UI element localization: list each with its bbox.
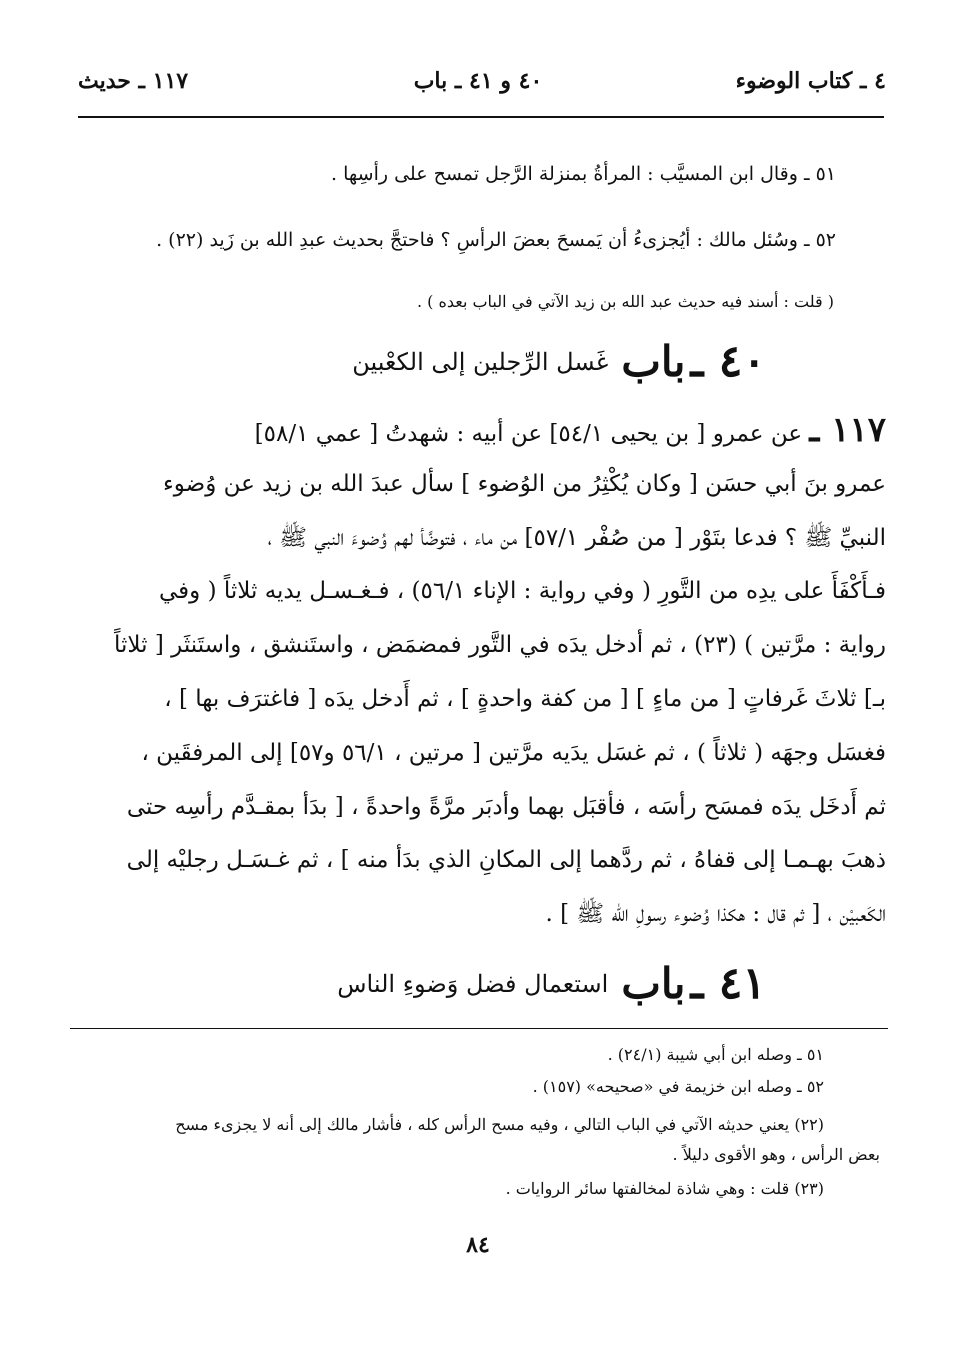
- bab-40-word: باب: [621, 337, 686, 386]
- hadith-117: [76, 404, 886, 942]
- bab-41-title: استعمال فضل وَضوءِ الناس: [337, 969, 609, 998]
- page-number: ٨٤: [466, 1232, 490, 1258]
- bab-40-number: ٤٠ ـ: [690, 336, 766, 387]
- bab-40-title: غَسل الرِّجلين إلى الكعْبين: [352, 347, 609, 376]
- athar-52: ٥٢ ـ وسُئل مالك : أيُجزىءُ أن يَمسحَ بعضَ الرأسِ ؟ فاحتجَّ بحديث عبدِ الله بن زَيد (٢٢) .: [156, 229, 836, 251]
- hadith-line: [76, 404, 886, 458]
- hadith-line: فغسَل وجهَه ( ثلاثاً ) ، ثم غسَل يدَيه مرَّتين [ مرتين ، ٥٦/١ و٥٧] إلى المرفقَين ،: [141, 739, 886, 766]
- running-header-hadith: ١١٧ ـ حديث: [78, 68, 189, 94]
- footnote-51: ٥١ ـ وصله ابن أبي شيبة (٢٤/١) .: [607, 1045, 824, 1064]
- bab-40-heading: [80, 336, 766, 396]
- footnote-52: ٥٢ ـ وصله ابن خزيمة في «صحيحه» (١٥٧) .: [532, 1077, 824, 1096]
- hadith-line-text: عن عمرو [ بن يحيى ٥٤/١] عن أبيه : شهدتُ [ عمي ٥٨/١]: [254, 421, 803, 447]
- hadith-line: ذهبَ بهـمـا إلى قفاهُ ، ثم ردَّهما إلى المكانِ الذي بدَأ منه ] ، ثم غـسَـل رجليْه إلى: [126, 847, 886, 874]
- hadith-line: الكَعبيْن ، [ ثم قال : هكذا وُضوء رسولِ الله ﷺ ] .: [545, 901, 886, 928]
- hadith-line: فـأَكْفَأَ على يدِه من التَّورِ ( وفي رواية : الإناء ٥٦/١) ، فـغـسـل يديه ثلاثاً ( وفي: [158, 578, 886, 605]
- footnote-rule: [70, 1028, 888, 1029]
- hadith-line: بـ] ثلاثَ غَرفاتٍ [ من ماءٍ ] [ من كفة واحدةٍ ] ، ثم أَدخل يدَه [ فاغترَف بها ] ،: [164, 685, 886, 712]
- running-header-chapter: ٤ ـ كتاب الوضوء: [735, 68, 886, 94]
- bab-41-heading: [80, 958, 766, 1018]
- hadith-number: ١١٧ ـ: [809, 410, 886, 450]
- hadith-line: عمرو بنَ أبي حسَن [ وكان يُكْثِرُ من الوُضوء ] سأل عبدَ الله بن زيد عن وُضوء: [162, 470, 886, 497]
- hadith-line: رواية : مرَّتين ) (٢٣) ، ثم أدخل يدَه في التَّور فمضمَض ، واستَنشق ، واستَنثَر [ ثلاثاً: [114, 632, 886, 659]
- hadith-line: ثم أَدخَل يدَه فمسَح رأسَه ، فأقبَل بهما وأدبَر مرَّةً واحدةً ، [ بدَأ بمقـدَّم رأسِه حتى: [126, 793, 886, 820]
- header-rule: [78, 116, 884, 118]
- hadith-line: النبيِّ ﷺ ؟ فدعا بتَوْر [ من صُفْر ٥٧/١] من ماء ، فتوضَّأ لهم وُضوءَ النبي ﷺ ،: [267, 524, 886, 551]
- footnote-23: (٢٣) قلت : وهي شاذة لمخالفتها سائر الروايات .: [505, 1179, 824, 1198]
- footnote-22-cont: بعض الرأس ، وهو الأقوى دليلاً .: [672, 1145, 880, 1164]
- bab-41-word: باب: [621, 959, 686, 1008]
- athar-51: ٥١ ـ وقال ابن المسيَّب : المرأةُ بمنزلة الرَّجل تمسح على رأسِها .: [331, 163, 836, 185]
- qultu-note: ( قلت : أسند فيه حديث عبد الله بن زيد الآتي في الباب بعده ) .: [416, 292, 834, 311]
- bab-41-number: ٤١ ـ: [690, 958, 766, 1009]
- running-header-section: ٤٠ و ٤١ ـ باب: [413, 68, 543, 94]
- footnote-22: (٢٢) يعني حديثه الآتي في الباب التالي ، وفيه مسح الرأس كله ، فأشار مالك إلى أنه لا يجزىء مسح: [175, 1115, 824, 1134]
